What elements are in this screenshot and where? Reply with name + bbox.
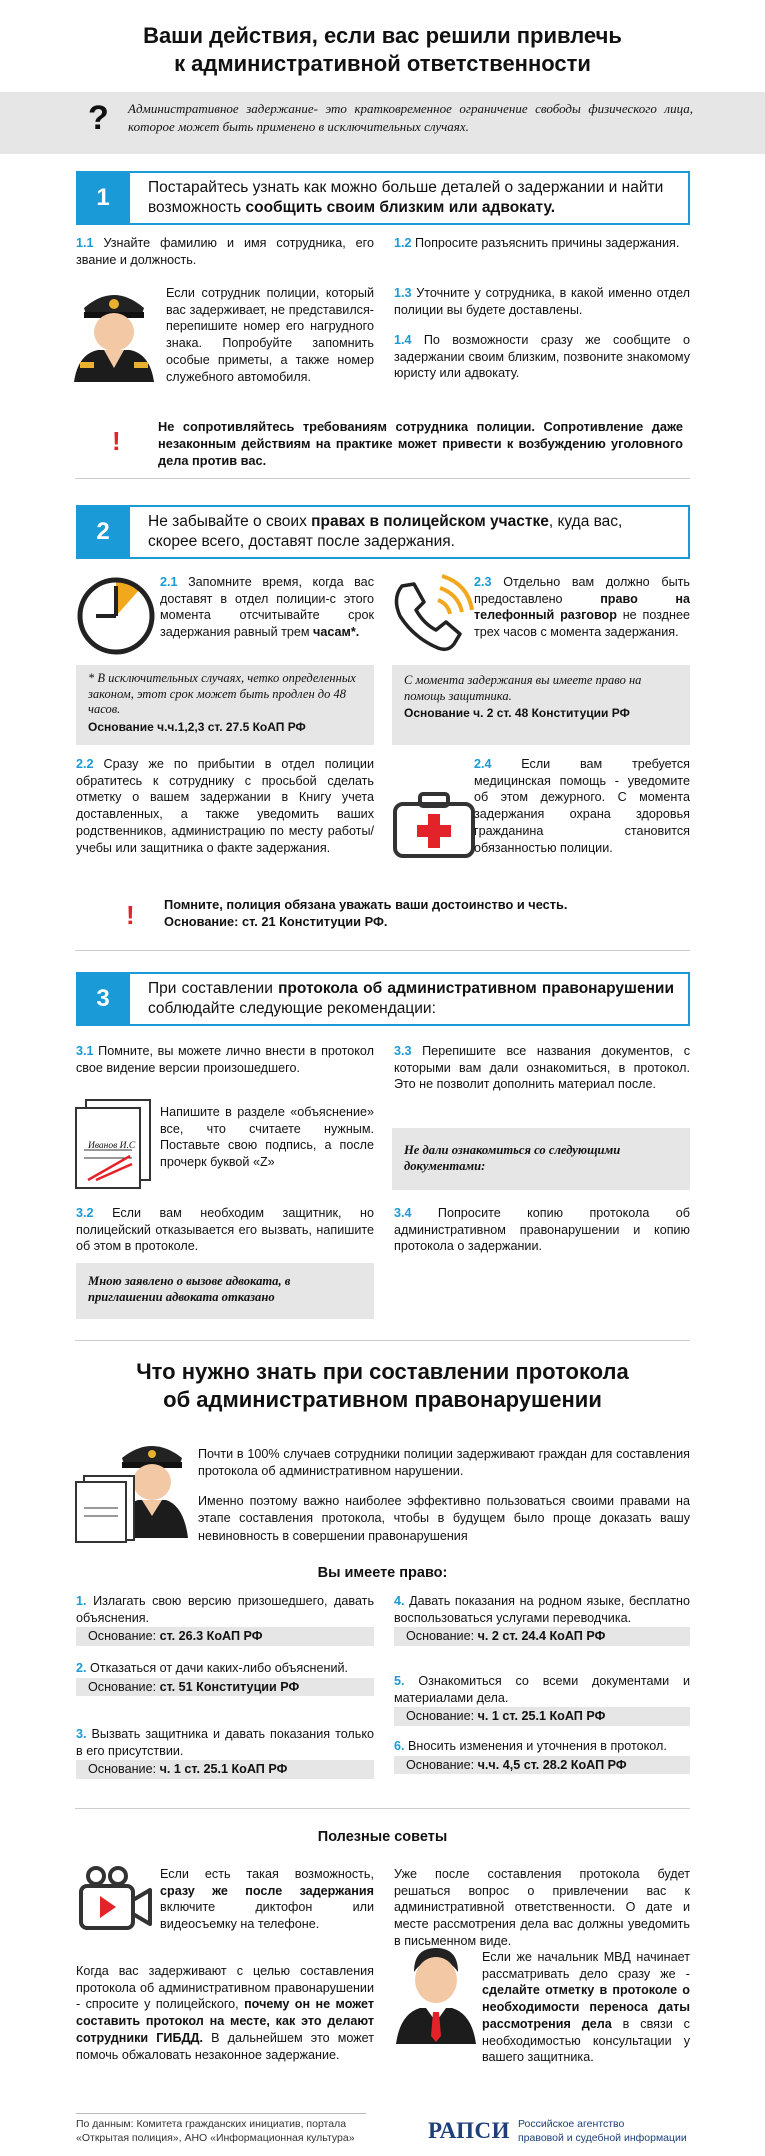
item-3-4: 3.4 Попросите копию протокола об административном правонарушении и копию протокола о задержании.: [394, 1206, 690, 1254]
item-3-3: 3.3 Перепишите все названия документов, с которыми вам дали ознакомиться, в протокол. Это не позволит дополнить материал после.: [394, 1044, 690, 1092]
right-item: 4. Давать показания на родном языке, бесплатно воспользоваться услугами переводчика. Основание: ч. 2 ст. 24.4 КоАП РФ: [394, 1593, 690, 1646]
item-3-2: 3.2 Если вам необходим защитник, но полицейский отказывается его вызвать, напишите об этом в протоколе.: [76, 1206, 374, 1254]
note-3-2: Мною заявлено о вызове адвоката, в приглашении адвоката отказано: [76, 1263, 374, 1319]
warning-icon: !: [112, 426, 121, 456]
section-1-heading: Постарайтесь узнать как можно больше деталей о задержании и найти возможность сообщить своим близким или адвокату.: [130, 171, 690, 225]
section-3-number: 3: [76, 972, 130, 1026]
item-1-2: 1.2 Попросите разъяснить причины задержания.: [394, 236, 680, 250]
right-item: 1. Излагать свою версию призошедшего, давать объяснения. Основание: ст. 26.3 КоАП РФ: [76, 1593, 374, 1646]
police-officer-icon: [72, 280, 156, 382]
item-1-3: 1.3 Уточните у сотрудника, в какой именно отдел полиции вы будете доставлены.: [394, 286, 690, 317]
section-2-heading: Не забывайте о своих правах в полицейском участке, куда вас, скорее всего, доставят после задержания.: [130, 505, 690, 559]
tip-4: Если же начальник МВД начинает рассматривать дело сразу же - сделайте отметку в протоколе о необходимости переноса даты рассмотрения дела в связи с необходимостью консультации у вашего защитника.: [482, 1950, 690, 2065]
item-1-1-detail: Если сотрудник полиции, который вас задерживает, не представился-перепишите номер его нагрудного знака. Попробуйте запомнить особые приметы, а также номер служебного автомобиля.: [166, 286, 374, 384]
section-2-warning: Помните, полиция обязана уважать ваши достоинство и честь. Основание: ст. 21 Конституции РФ.: [164, 897, 568, 930]
question-icon: ?: [88, 99, 109, 137]
video-camera-icon: [78, 1866, 152, 1932]
phone-icon: [390, 574, 474, 654]
item-2-2: 2.2 Сразу же по прибытии в отдел полиции обратитесь к сотруднику с просьбой сделать отметку о вашем задержании в Книгу учета доставленных, а также уведомить ваших родственников, администрацию по месту работы/учебы или защитника о факте задержания.: [76, 757, 374, 855]
divider: [75, 1340, 690, 1341]
right-basis: Основание: ст. 26.3 КоАП РФ: [76, 1627, 374, 1646]
tip-3: Уже после составления протокола будет решаться вопрос о привлечении вас к административной ответственности. О дате и месте рассмотрения дела вас должны уведомить в письменном виде.: [394, 1867, 690, 1948]
divider: [75, 950, 690, 951]
item-2-1: 2.1 Запомните время, когда вас доставят в отдел полиции-с этого момента отсчитывайте срок задержания равный трем часам*.: [160, 575, 374, 640]
page-title: Ваши действия, если вас решили привлечь к административной ответственности: [143, 23, 622, 76]
section-1-number: 1: [76, 171, 130, 225]
rapsi-logo: РАПСИ: [428, 2118, 511, 2143]
part-2-intro-1: Почти в 100% случаев сотрудники полиции задерживают граждан для составления протокола об административном нарушении.: [198, 1447, 690, 1479]
part-2-intro-2: Именно поэтому важно наиболее эффективно пользоваться своими правами на этапе составления протокола, чтобы в будущем было проще доказать вашу невиновность в совершении правонарушения: [198, 1494, 690, 1543]
divider: [75, 1808, 690, 1809]
signature-text: Иванов И.С: [88, 1141, 136, 1151]
item-3-1: 3.1 Помните, вы можете лично внести в протокол свое видение версии произошедшего.: [76, 1044, 374, 1075]
item-2-4: 2.4 Если вам требуется медицинская помощь - уведомите об этом дежурного. С момента задержания охрана здоровья гражданина становится обязанностью полиции.: [474, 757, 690, 855]
right-basis: Основание: ч. 1 ст. 25.1 КоАП РФ: [394, 1707, 690, 1726]
officer-with-document-icon: [72, 1434, 192, 1544]
note-2-3: С момента задержания вы имеете право на помощь защитника. Основание ч. 2 ст. 48 Конституции РФ: [392, 665, 690, 745]
official-icon: [394, 1944, 478, 2044]
right-item: 5. Ознакомиться со всеми документами и материалами дела. Основание: ч. 1 ст. 25.1 КоАП РФ: [394, 1673, 690, 1726]
item-1-1: 1.1 Узнайте фамилию и имя сотрудника, его звание и должность.: [76, 236, 374, 267]
divider: [75, 478, 690, 479]
right-basis: Основание: ч. 2 ст. 24.4 КоАП РФ: [394, 1627, 690, 1646]
section-3-heading: При составлении протокола об административном правонарушении соблюдайте следующие рекомендации:: [130, 972, 690, 1026]
tips-title: Полезные советы: [317, 1829, 448, 1845]
footer-source: По данным: Комитета гражданских инициатив, портала «Открытая полиция», АНО «Информационная культура»: [76, 2118, 355, 2144]
right-basis: Основание: ч.ч. 4,5 ст. 28.2 КоАП РФ: [394, 1756, 690, 1775]
warning-icon: !: [126, 900, 135, 930]
part-2-title: Что нужно знать при составлении протокола об административном правонарушении: [136, 1359, 629, 1412]
item-2-3: 2.3 Отдельно вам должно быть предоставлено право на телефонный разговор не позднее трех часов с момента задержания.: [474, 575, 691, 640]
clock-icon: [74, 574, 158, 658]
intro-text: Административное задержание- это кратковременное ограничение свободы физического лица, которое может быть применено в исключительных случаях.: [128, 101, 693, 135]
first-aid-kit-icon: [392, 792, 476, 858]
footer-agency: Российское агентство правовой и судебной информации: [518, 2118, 687, 2144]
item-3-1-detail: Напишите в разделе «объяснение» все, что считаете нужным. Поставьте свою подпись, а после прочерк буквой «Z»: [160, 1105, 374, 1170]
right-basis: Основание: ч. 1 ст. 25.1 КоАП РФ: [76, 1760, 374, 1779]
section-1-warning: Не сопротивляйтесь требованиям сотрудника полиции. Сопротивление даже незаконным действиям на практике может привести к возбуждению уголовного дела против вас.: [158, 419, 683, 469]
footer-divider: [76, 2113, 366, 2114]
right-item: 3. Вызвать защитника и давать показания только в его присутствии. Основание: ч. 1 ст. 25.1 КоАП РФ: [76, 1726, 374, 1779]
tip-2: Когда вас задерживают с целью составления протокола об административном правонарушении - спросите у полицейского, почему он не может составить протокол на месте, как это делают сотрудники ГИБДД. В дальнейшем это может помочь обжаловать незаконное задержание.: [76, 1964, 375, 2062]
right-item: 6. Вносить изменения и уточнения в протокол. Основание: ч.ч. 4,5 ст. 28.2 КоАП РФ: [394, 1738, 690, 1774]
section-2-number: 2: [76, 505, 130, 559]
right-basis: Основание: ст. 51 Конституции РФ: [76, 1678, 374, 1697]
tip-1: Если есть такая возможность, сразу же после задержания включите диктофон или видеосъемку на телефоне.: [160, 1867, 374, 1932]
note-3-3: Не дали ознакомиться со следующими документами:: [392, 1128, 690, 1190]
item-1-4: 1.4 По возможности сразу же сообщите о задержании своим близким, позвоните знакомому юристу или адвокату.: [394, 333, 690, 381]
note-2-1: * В исключительных случаях, четко определенных законом, этот срок может быть продлен до 48 часов. Основание ч.ч.1,2,3 ст. 27.5 КоАП РФ: [76, 665, 374, 745]
right-item: 2. Отказаться от дачи каких-либо объяснений. Основание: ст. 51 Конституции РФ: [76, 1660, 374, 1696]
rights-title: Вы имеете право:: [317, 1565, 448, 1581]
